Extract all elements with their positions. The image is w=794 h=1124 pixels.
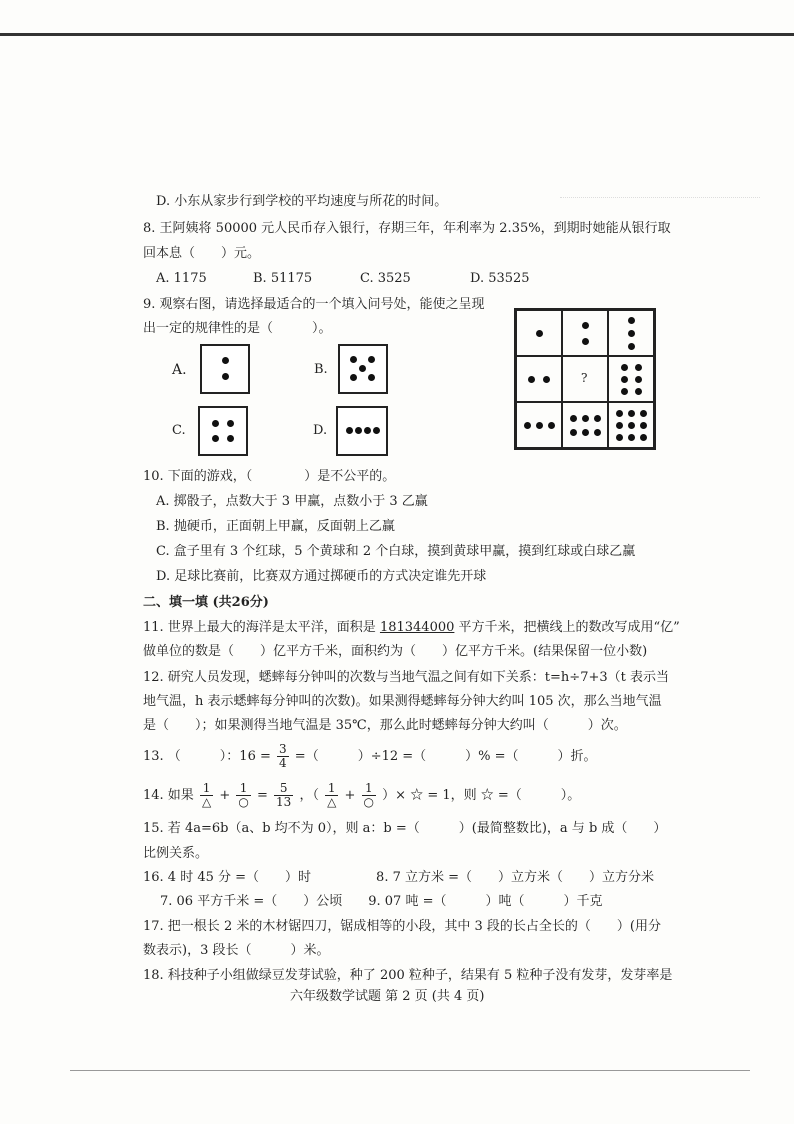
die-dot xyxy=(628,410,635,417)
q10-option-d: D. 足球比赛前，比赛双方通过掷硬币的方式决定谁先开球 xyxy=(156,569,487,584)
q14-mid: ，（ xyxy=(299,788,319,803)
q9-option-c-box[interactable] xyxy=(198,406,248,456)
q10-stem: 10. 下面的游戏，（ ）是不公平的。 xyxy=(143,469,396,484)
die-dot xyxy=(621,364,628,371)
frac-numerator: 1 xyxy=(325,782,338,796)
q18-line1: 18. 科技种子小组做绿豆发芽试验，种了 200 粒种子，结果有 5 粒种子没有发芽，发芽率是 xyxy=(143,968,673,983)
q8-line2: 回本息（ ）元。 xyxy=(143,246,261,261)
die-dot xyxy=(628,317,635,324)
q9-line2: 出一定的规律性的是（ ）。 xyxy=(143,321,332,336)
q11-line1 xyxy=(143,619,680,637)
die-dot xyxy=(536,422,543,429)
die-dot xyxy=(548,422,555,429)
frac-denominator: 4 xyxy=(279,756,287,770)
q10-option-b: B. 抛硬币，正面朝上甲赢，反面朝上乙赢 xyxy=(156,519,395,534)
frac-denominator: ○ xyxy=(363,795,375,809)
q14-equals: = xyxy=(257,788,268,803)
die-dot xyxy=(359,365,366,372)
die-dot xyxy=(570,415,577,422)
q9-option-a-box[interactable] xyxy=(200,344,250,394)
die-dot xyxy=(528,376,535,383)
die-dot xyxy=(350,374,357,381)
q14-pre: 14. 如果 xyxy=(143,788,194,803)
q10-option-c: C. 盒子里有 3 个红球，5 个黄球和 2 个白球，摸到黄球甲赢，摸到红球或白球乙赢 xyxy=(156,544,636,559)
q10-option-a: A. 掷骰子，点数大于 3 甲赢，点数小于 3 乙赢 xyxy=(156,494,428,509)
grid-cell xyxy=(608,310,654,356)
q9-pattern-grid xyxy=(514,308,656,450)
die-dot xyxy=(350,356,357,363)
q14-post: ）× ☆ = 1，则 ☆ =（ ）。 xyxy=(382,788,581,803)
q13-post: =（ ）÷12 =（ ）% =（ ）折。 xyxy=(294,749,597,764)
die-dot xyxy=(640,410,647,417)
frac-numerator: 1 xyxy=(236,782,250,796)
die-dot xyxy=(364,427,371,434)
die-dot xyxy=(524,422,531,429)
grid-cell xyxy=(516,310,562,356)
die-dot xyxy=(628,343,635,350)
q14-fraction-3 xyxy=(274,782,293,809)
q16-line1: 16. 4 时 45 分 =（ ）时 8. 7 立方米 =（ ）立方米（ ）立方分米 xyxy=(143,870,655,885)
q13-line xyxy=(143,743,597,771)
q13-pre: 13. （ ）：16 = xyxy=(143,749,271,764)
q9-option-d-box[interactable] xyxy=(336,406,388,456)
die-dot xyxy=(635,376,642,383)
die-dot xyxy=(628,422,635,429)
frac-denominator: 13 xyxy=(276,795,292,809)
die-dot xyxy=(543,376,550,383)
q14-fraction-5 xyxy=(362,782,376,809)
q8-option-b: B. 51175 xyxy=(253,271,313,286)
q12-line1: 12. 研究人员发现，蟋蟀每分钟叫的次数与当地气温之间有如下关系：t=h÷7+3（t 表示当 xyxy=(143,670,669,685)
q8-option-d: D. 53525 xyxy=(470,271,530,286)
die-dot xyxy=(227,435,234,442)
die-dot xyxy=(621,376,628,383)
frac-denominator: △ xyxy=(201,795,212,809)
die-dot xyxy=(628,434,635,441)
q14-fraction-4 xyxy=(325,782,338,809)
die-dot xyxy=(594,415,601,422)
die-dot xyxy=(570,429,577,436)
die-dot xyxy=(355,427,362,434)
die-dot xyxy=(635,364,642,371)
grid-cell xyxy=(608,356,654,402)
section-title: 二、填一填 (共26分) xyxy=(143,595,269,610)
grid-cell xyxy=(562,402,608,448)
q8-option-a: A. 1175 xyxy=(156,271,207,286)
die-dot xyxy=(373,427,380,434)
q14-fraction-2 xyxy=(236,782,250,809)
q14-line xyxy=(143,782,580,810)
q8-line1: 8. 王阿姨将 50000 元人民币存入银行，存期三年，年利率为 2.35%，到期时她能从银行取 xyxy=(143,221,671,236)
q15-line1: 15. 若 4a=6b（a、b 均不为 0），则 a：b =（ ）(最简整数比)，a 与 b 成（ ） xyxy=(143,821,667,836)
q14-plus: + xyxy=(219,788,231,803)
grid-cell xyxy=(608,402,654,448)
die-dot xyxy=(368,374,375,381)
frac-numerator: 1 xyxy=(362,782,376,796)
grid-cell-question xyxy=(562,356,608,402)
grid-cell xyxy=(516,356,562,402)
q13-fraction xyxy=(277,743,289,770)
die-dot xyxy=(628,330,635,337)
q9-label-a: A. xyxy=(172,362,187,378)
frac-numerator: 5 xyxy=(274,782,293,796)
question-mark: ? xyxy=(581,371,588,385)
die-dot xyxy=(640,434,647,441)
q11-line2: 做单位的数是（ ）亿平方千米，面积约为（ ）亿平方千米。(结果保留一位小数) xyxy=(143,644,648,659)
q15-line2: 比例关系。 xyxy=(143,846,209,861)
die-dot xyxy=(212,435,219,442)
die-dot xyxy=(212,420,219,427)
die-dot xyxy=(616,410,623,417)
q17-line1: 17. 把一根长 2 米的木材锯四刀，锯成相等的小段，其中 3 段的长占全长的（ ）(用分 xyxy=(143,919,661,934)
die-dot xyxy=(621,388,628,395)
q9-label-d: D. xyxy=(313,423,328,438)
q9-label-c: C. xyxy=(172,423,186,438)
die-dot xyxy=(582,415,589,422)
q9-label-b: B. xyxy=(314,362,328,377)
q11-underlined-number: 181344000 xyxy=(379,620,455,635)
q12-line2: 地气温，h 表示蟋蟀每分钟叫的次数)。如果测得蟋蟀每分钟大约叫 105 次，那么当地气温 xyxy=(143,694,662,709)
die-dot xyxy=(346,427,353,434)
die-dot xyxy=(594,429,601,436)
frac-numerator: 1 xyxy=(200,782,213,796)
die-dot xyxy=(582,338,589,345)
q9-line1: 9. 观察右图，请选择最适合的一个填入问号处，能使之呈现 xyxy=(143,297,485,312)
q14-fraction-1 xyxy=(200,782,213,809)
q12-line3: 是（ ）；如果测得当地气温是 35℃，那么此时蟋蟀每分钟大约叫（ ）次。 xyxy=(143,718,627,733)
die-dot xyxy=(582,429,589,436)
q7-option-d: D. 小东从家步行到学校的平均速度与所花的时间。 xyxy=(156,194,448,209)
frac-denominator: ○ xyxy=(238,795,249,809)
q8-option-c: C. 3525 xyxy=(360,271,411,286)
grid-cell xyxy=(516,402,562,448)
die-dot xyxy=(222,373,229,380)
bottom-rule xyxy=(70,1070,750,1071)
page-footer: 六年级数学试题 第 2 页 (共 4 页) xyxy=(290,989,485,1004)
top-rule xyxy=(0,33,794,36)
q11-text-a: 11. 世界上最大的海洋是太平洋，面积是 xyxy=(143,620,380,635)
q16-line2: 7. 06 平方千米 =（ ）公顷 9. 07 吨 =（ ）吨（ ）千克 xyxy=(160,894,603,909)
die-dot xyxy=(222,357,229,364)
die-dot xyxy=(616,434,623,441)
grid-cell xyxy=(562,310,608,356)
die-dot xyxy=(616,422,623,429)
q11-text-b: 平方千米，把横线上的数改写成用“亿” xyxy=(454,620,680,635)
frac-numerator: 3 xyxy=(279,742,287,756)
q9-option-b-box[interactable] xyxy=(338,344,388,394)
frac-denominator: △ xyxy=(327,795,337,809)
die-dot xyxy=(640,422,647,429)
die-dot xyxy=(368,356,375,363)
die-dot xyxy=(635,388,642,395)
q17-line2: 数表示)，3 段长（ ）米。 xyxy=(143,943,330,958)
die-dot xyxy=(536,330,543,337)
die-dot xyxy=(582,322,589,329)
die-dot xyxy=(227,420,234,427)
q14-plus-2: + xyxy=(344,788,356,803)
